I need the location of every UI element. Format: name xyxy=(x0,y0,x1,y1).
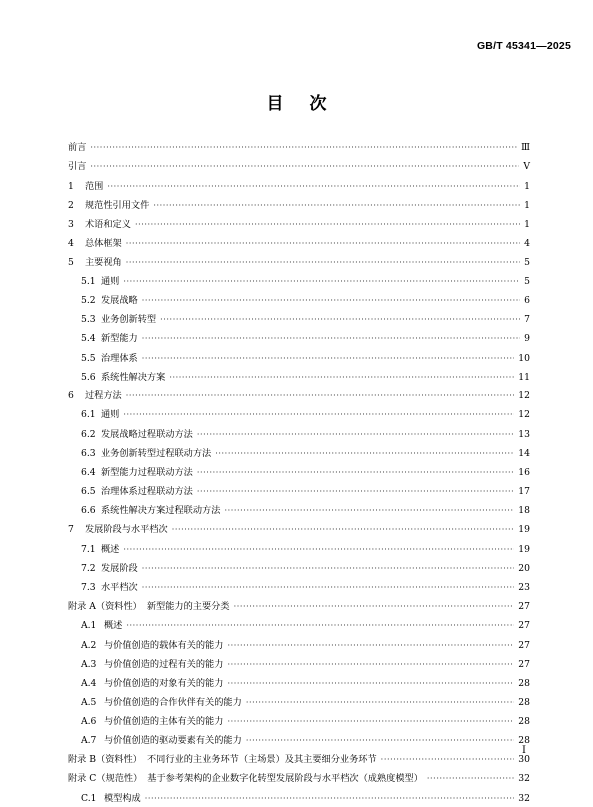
toc-entry-label: 前言 xyxy=(68,142,87,153)
toc-entry-number: A.1 xyxy=(81,620,97,631)
toc-entry[interactable] xyxy=(68,216,530,233)
toc-dot-leader xyxy=(215,445,514,462)
toc-entry-number: 4 xyxy=(68,238,74,249)
toc-entry-page: 17 xyxy=(518,486,530,497)
toc-entry[interactable] xyxy=(68,598,530,615)
toc-dot-leader xyxy=(160,311,520,328)
toc-entry-number: 6.6 xyxy=(81,505,96,516)
toc-entry-number: 6 xyxy=(68,390,74,401)
toc-entry-page: 12 xyxy=(518,390,530,401)
toc-entry-page: 1 xyxy=(524,181,530,192)
toc-entry[interactable] xyxy=(68,330,530,347)
toc-entry-page: 27 xyxy=(518,659,530,670)
toc-entry[interactable] xyxy=(68,235,530,252)
toc-entry-label: 概述 xyxy=(101,544,120,555)
toc-dot-leader xyxy=(197,464,514,481)
toc-dot-leader xyxy=(227,713,514,730)
toc-entry-number: A.5 xyxy=(81,697,97,708)
toc-entry-label: 基于参考架构的企业数字化转型发展阶段与水平档次（成熟度模型） xyxy=(147,773,423,784)
toc-entry-number: C.1 xyxy=(81,793,97,804)
toc-entry-label: 与价值创造的载体有关的能力 xyxy=(104,640,224,651)
toc-entry-page: Ⅴ xyxy=(523,161,530,172)
toc-entry-label: 系统性解决方案 xyxy=(101,372,166,383)
toc-entry-label: 模型构成 xyxy=(104,793,141,804)
toc-entry-page: 1 xyxy=(524,219,530,230)
toc-dot-leader xyxy=(126,235,520,252)
toc-entry[interactable] xyxy=(68,369,530,386)
toc-dot-leader xyxy=(224,502,514,519)
toc-entry-number: 6.2 xyxy=(81,429,96,440)
toc-entry-label: 发展战略过程联动方法 xyxy=(101,429,193,440)
toc-entry-page: 13 xyxy=(518,429,530,440)
toc-entry-page: 23 xyxy=(518,582,530,593)
toc-dot-leader xyxy=(126,617,514,634)
toc-entry-label: 新型能力的主要分类 xyxy=(146,601,230,612)
toc-dot-leader xyxy=(172,521,515,538)
toc-entry[interactable] xyxy=(68,637,530,654)
toc-entry-page: 9 xyxy=(524,333,530,344)
toc-entry-label: 与价值创造的主体有关的能力 xyxy=(104,716,224,727)
toc-dot-leader xyxy=(145,790,515,807)
toc-entry-label: 发展阶段与水平档次 xyxy=(85,524,168,535)
toc-entry[interactable] xyxy=(68,387,530,404)
toc-entry-label: 通则 xyxy=(101,409,120,420)
toc-dot-leader xyxy=(142,330,520,347)
toc-entry-label: 与价值创造的合作伙伴有关的能力 xyxy=(104,697,242,708)
toc-entry-label: 与价值创造的驱动要素有关的能力 xyxy=(104,735,242,746)
toc-entry-label: 与价值创造的对象有关的能力 xyxy=(104,678,224,689)
toc-entry[interactable] xyxy=(68,158,530,175)
toc-dot-leader xyxy=(197,426,514,443)
toc-entry[interactable] xyxy=(68,273,530,290)
toc-entry[interactable] xyxy=(68,675,530,692)
toc-entry-page: 28 xyxy=(518,678,530,689)
title-char-2: 次 xyxy=(309,94,327,114)
toc-entry-number: 5.1 xyxy=(81,276,96,287)
toc-entry-label: 水平档次 xyxy=(101,582,138,593)
toc-entry-page: 28 xyxy=(518,735,530,746)
toc-entry-label: 范围 xyxy=(85,181,104,192)
toc-entry-page: 14 xyxy=(518,448,530,459)
toc-entry-label: 概述 xyxy=(104,620,123,631)
toc-entry-page: 28 xyxy=(518,716,530,727)
toc-entry[interactable] xyxy=(68,464,530,481)
toc-entry-page: 27 xyxy=(518,640,530,651)
toc-entry-number: 5.6 xyxy=(81,372,96,383)
toc-entry-label: 术语和定义 xyxy=(85,219,131,230)
toc-entry[interactable] xyxy=(68,197,530,214)
toc-entry[interactable] xyxy=(68,406,530,423)
toc-dot-leader xyxy=(135,216,520,233)
toc-entry[interactable] xyxy=(68,139,530,156)
toc-entry-label: 治理体系 xyxy=(101,353,138,364)
toc-entry-label: 与价值创造的过程有关的能力 xyxy=(104,659,224,670)
toc-entry-number: 5.5 xyxy=(81,353,96,364)
toc-entry[interactable] xyxy=(68,770,530,787)
toc-dot-leader xyxy=(90,158,519,175)
toc-entry-number: 5 xyxy=(68,257,74,268)
toc-dot-leader xyxy=(197,483,514,500)
toc-entry-number: 2 xyxy=(68,200,74,211)
toc-entry-number: 7.2 xyxy=(81,563,96,574)
title-char-1: 目 xyxy=(266,94,284,114)
toc-entry-page: 30 xyxy=(518,754,530,765)
toc-entry-label: 新型能力过程联动方法 xyxy=(101,467,193,478)
toc-entry-number: 6.4 xyxy=(81,467,96,478)
toc-entry-number: 6.1 xyxy=(81,409,96,420)
toc-entry[interactable] xyxy=(68,560,530,577)
toc-dot-leader xyxy=(427,770,514,787)
toc-entry-number: 7 xyxy=(68,524,74,535)
toc-entry-page: 27 xyxy=(518,620,530,631)
toc-dot-leader xyxy=(142,350,515,367)
toc-entry[interactable] xyxy=(68,483,530,500)
toc-dot-leader xyxy=(142,560,515,577)
toc-entry-number: A.4 xyxy=(81,678,97,689)
toc-entry-number: 6.3 xyxy=(81,448,96,459)
toc-dot-leader xyxy=(227,637,514,654)
toc-entry-page: 20 xyxy=(518,563,530,574)
toc-entry-page: 19 xyxy=(518,524,530,535)
toc-entry-number: 7.3 xyxy=(81,582,96,593)
toc-entry[interactable] xyxy=(68,541,530,558)
toc-entry[interactable] xyxy=(68,751,530,768)
toc-entry[interactable] xyxy=(68,579,530,596)
toc-entry[interactable] xyxy=(68,790,530,807)
toc-entry-page: 10 xyxy=(518,353,530,364)
toc-entry-label: 系统性解决方案过程联动方法 xyxy=(101,505,221,516)
toc-entry-page: 4 xyxy=(524,238,530,249)
toc-entry-number: 1 xyxy=(68,181,74,192)
toc-entry-label: 总体框架 xyxy=(85,238,122,249)
toc-entry-number: 6.5 xyxy=(81,486,96,497)
toc-entry-number: 5.3 xyxy=(81,314,96,325)
toc-entry-page: 16 xyxy=(518,467,530,478)
toc-dot-leader xyxy=(142,579,515,596)
toc-entry-label: 业务创新转型过程联动方法 xyxy=(101,448,212,459)
toc-dot-leader xyxy=(234,598,515,615)
toc-entry-label: 发展战略 xyxy=(101,295,138,306)
toc-entry[interactable] xyxy=(68,617,530,634)
toc-entry-page: 32 xyxy=(518,773,530,784)
toc-dot-leader xyxy=(246,694,514,711)
toc-dot-leader xyxy=(123,541,514,558)
toc-entry-page: Ⅲ xyxy=(521,142,530,153)
toc-dot-leader xyxy=(246,732,514,749)
toc-entry-page: 19 xyxy=(518,544,530,555)
standard-code: GB/T 45341—2025 xyxy=(476,40,571,52)
toc-dot-leader xyxy=(227,656,514,673)
toc-entry-number: 附录 C（规范性） xyxy=(68,773,143,784)
toc-entry-label: 发展阶段 xyxy=(101,563,138,574)
toc-entry[interactable] xyxy=(68,656,530,673)
toc-entry-label: 主要视角 xyxy=(85,257,122,268)
toc-entry[interactable] xyxy=(68,350,530,367)
toc-dot-leader xyxy=(123,273,520,290)
toc-entry-label: 新型能力 xyxy=(101,333,138,344)
toc-entry[interactable] xyxy=(68,445,530,462)
toc-entry-page: 11 xyxy=(518,372,530,383)
toc-dot-leader xyxy=(126,254,520,271)
toc-entry[interactable] xyxy=(68,311,530,328)
toc-entry-label: 治理体系过程联动方法 xyxy=(101,486,193,497)
toc-dot-leader xyxy=(153,197,520,214)
toc-entry[interactable] xyxy=(68,292,530,309)
toc-entry-number: 附录 A（资料性） xyxy=(68,601,142,612)
toc-entry-page: 5 xyxy=(524,257,530,268)
toc-entry-page: 5 xyxy=(524,276,530,287)
toc-entry-page: 12 xyxy=(518,409,530,420)
toc-entry-number: A.2 xyxy=(81,640,97,651)
toc-entry[interactable] xyxy=(68,178,530,195)
toc-entry-number: A.7 xyxy=(81,735,97,746)
toc-entry-label: 不同行业的主业务环节（主场景）及其主要细分业务环节 xyxy=(146,754,377,765)
toc-dot-leader xyxy=(227,675,514,692)
toc-entry-label: 引言 xyxy=(68,161,87,172)
toc-entry-number: 3 xyxy=(68,219,74,230)
toc-entry-page: 18 xyxy=(518,505,530,516)
toc-dot-leader xyxy=(381,751,515,768)
toc-entry-page: 7 xyxy=(524,314,530,325)
toc-dot-leader xyxy=(123,406,514,423)
toc-entry[interactable] xyxy=(68,521,530,538)
toc-entry-label: 通则 xyxy=(101,276,120,287)
toc-entry-number: 5.4 xyxy=(81,333,96,344)
toc-entry-number: A.6 xyxy=(81,716,97,727)
toc-entry-page: 27 xyxy=(518,601,530,612)
toc-entry-label: 业务创新转型 xyxy=(101,314,157,325)
toc-entry[interactable] xyxy=(68,732,530,749)
toc-entry-number: 附录 B（资料性） xyxy=(68,754,142,765)
toc-entry-number: A.3 xyxy=(81,659,97,670)
toc-entry-label: 过程方法 xyxy=(85,390,122,401)
toc-entry-number: 7.1 xyxy=(81,544,96,555)
toc-entry[interactable] xyxy=(68,694,530,711)
toc-entry[interactable] xyxy=(68,426,530,443)
page-number: Ⅰ xyxy=(522,745,526,756)
toc-dot-leader xyxy=(90,139,517,156)
toc-entry[interactable] xyxy=(68,254,530,271)
page-title xyxy=(0,89,593,114)
toc-entry[interactable] xyxy=(68,502,530,519)
toc-entry-page: 6 xyxy=(524,295,530,306)
toc-entry-page: 1 xyxy=(524,200,530,211)
toc-dot-leader xyxy=(107,178,520,195)
toc-dot-leader xyxy=(126,387,515,404)
toc-dot-leader xyxy=(142,292,520,309)
toc-entry-page: 32 xyxy=(518,793,530,804)
toc-entry-number: 5.2 xyxy=(81,295,96,306)
toc-dot-leader xyxy=(169,369,514,386)
toc-entry[interactable] xyxy=(68,713,530,730)
toc-entry-page: 28 xyxy=(518,697,530,708)
toc-entry-label: 规范性引用文件 xyxy=(85,200,150,211)
